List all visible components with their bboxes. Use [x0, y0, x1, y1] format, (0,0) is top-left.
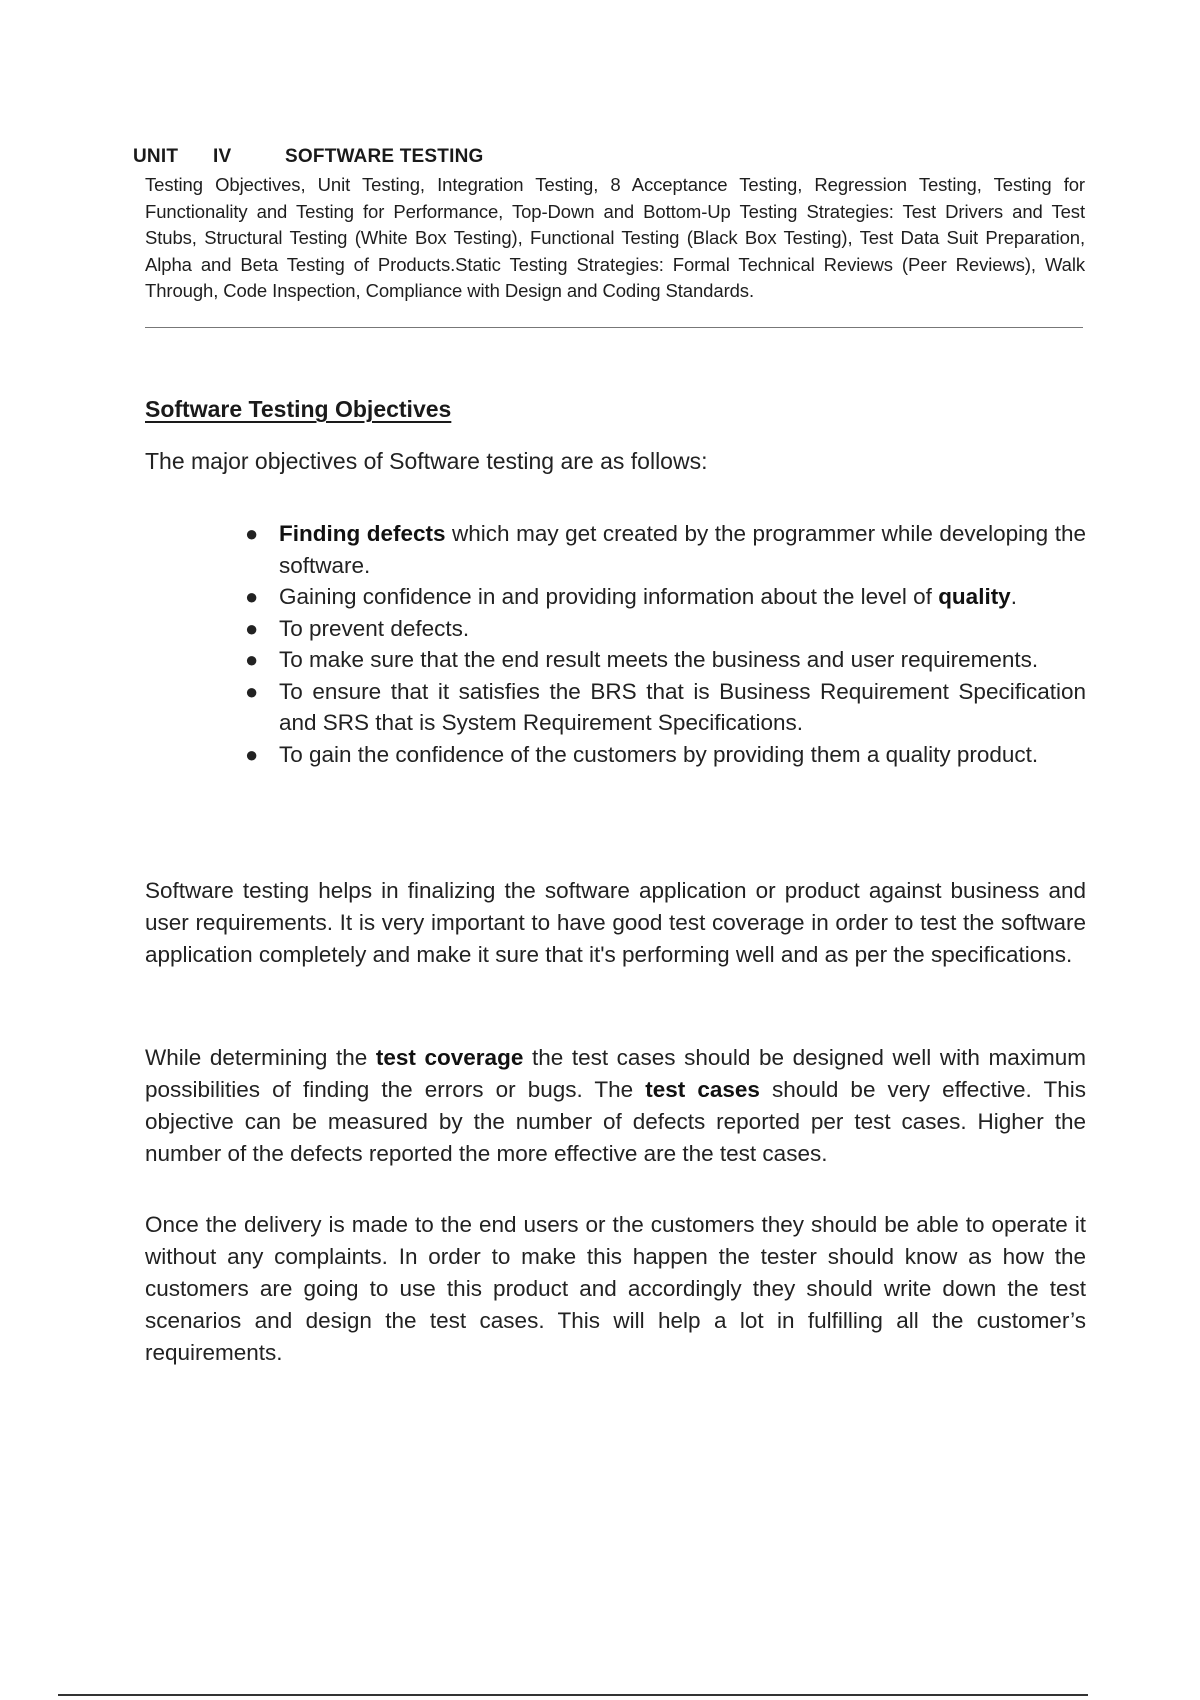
syllabus-text: Testing Objectives, Unit Testing, Integration Testing, 8 Acceptance Testing, Regression Testing, Testing for Functionality and Testing for Performance, Top-Down and Bottom-Up Testing Strategies: Test Drivers and Test Stubs, Structural Testing (White Box Testing), Functional Testing (Black Box Testing), Test Data Suit Preparation, Alpha and Beta Testing of Products.Static Testing Strategies: Formal Technical Reviews (Peer Reviews), Walk Through, Code Inspection, Compliance with Design and Coding Standards.	[145, 174, 1085, 301]
list-item	[245, 676, 1086, 739]
unit-number: IV	[213, 146, 232, 167]
unit-title: SOFTWARE TESTING	[285, 146, 484, 167]
separator-line	[145, 327, 1083, 328]
objective-bold: quality	[938, 584, 1011, 609]
paragraph-text: should be very effective. This objective can be measured by the number of defects reported per test cases. Higher the number of the defects reported the more effective are the test cases.	[145, 1077, 1086, 1166]
objective-bold: Finding defects	[279, 521, 446, 546]
objective-text: .	[1010, 584, 1017, 609]
bullet-icon: ●	[245, 678, 259, 704]
list-item	[245, 644, 1086, 676]
paragraph-delivery: Once the delivery is made to the end users or the customers they should be able to operate it without any complaints. In order to make this happen the tester should know as how the customers are going to use this product and accordingly they should write down the test scenarios and design the test cases. This will help a lot in fulfilling all the customer’s requirements.	[145, 1212, 1086, 1365]
footer-line	[58, 1694, 1088, 1696]
unit-label: UNIT	[133, 146, 179, 167]
section-title: Software Testing Objectives	[145, 396, 452, 422]
bullet-icon: ●	[245, 615, 259, 641]
list-item	[245, 518, 1086, 581]
objective-text: To gain the confidence of the customers by providing them a quality product.	[279, 741, 1039, 767]
bullet-icon: ●	[245, 741, 259, 767]
objective-text: To ensure that it satisfies the BRS that is Business Requirement Specification and SRS that is System Requirement Specifications.	[279, 678, 1086, 735]
paragraph-finalizing: Software testing helps in finalizing the software application or product against business and user requirements. It is very important to have good test coverage in order to test the software application completely and make it sure that it's performing well and as per the specifications.	[145, 878, 1086, 967]
list-item	[245, 739, 1086, 771]
bullet-icon: ●	[245, 584, 259, 609]
paragraph-test-coverage	[145, 1042, 1086, 1170]
paragraph-text: the test cases should be designed well with maximum possibilities of finding the errors or bugs. The	[145, 1045, 1086, 1102]
paragraph-text: While determining the	[145, 1045, 376, 1070]
objective-text: To make sure that the end result meets the business and user requirements.	[279, 647, 1039, 672]
section-intro: The major objectives of Software testing are as follows:	[145, 448, 708, 474]
unit-header	[133, 146, 483, 168]
objective-text: To prevent defects.	[279, 615, 470, 641]
objectives-list	[245, 518, 1086, 770]
bullet-icon: ●	[245, 647, 259, 672]
paragraph-bold: test coverage	[375, 1045, 524, 1070]
bullet-icon: ●	[245, 521, 259, 546]
objective-text: which may get created by the programmer while developing the software.	[279, 521, 1086, 578]
list-item	[245, 613, 1086, 645]
objective-text: Gaining confidence in and providing information about the level of	[279, 584, 939, 609]
paragraph-bold: test cases	[645, 1077, 760, 1102]
list-item	[245, 581, 1086, 613]
